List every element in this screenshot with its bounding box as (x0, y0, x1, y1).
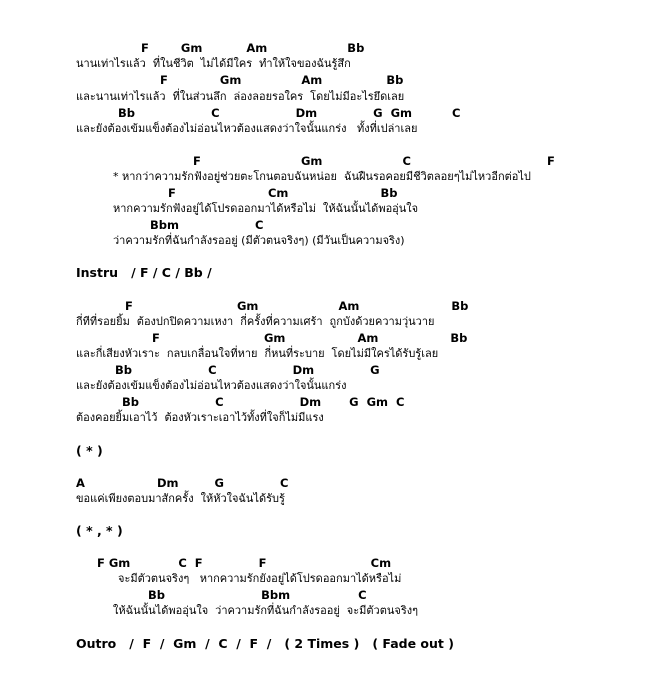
section-repeat: ( * ) (76, 443, 103, 458)
chord-line: F Gm Am Bb (152, 331, 468, 345)
lyric-line: และนานเท่าไรแล้ว ที่ในส่วนลึก ล่องลอยรอใคร โดยไม่มีอะไรยึดเลย (76, 90, 405, 103)
lyric-line: นานเท่าไรแล้ว ที่ในชีวิต ไม่ได้มีใคร ทำให้ใจของฉันรู้สึก (76, 57, 351, 70)
section-repeat-twice: ( * , * ) (76, 523, 123, 538)
lyric-line: * หากว่าความรักฟังอยู่ช่วยตะโกนตอบฉันหน่อย ฉันฝืนรอคอยมีชีวิตลอยๆไม่ไหวอีกต่อไป (113, 170, 531, 183)
chord-line: Bb C Dm G (115, 363, 380, 377)
lyric-line: และยังต้องเข้มแข็งต้องไม่อ่อนไหวต้องแสดงว่าใจนั้นแกร่ง ทั้งที่เปล่าเลย (76, 122, 418, 135)
chord-line: Bb C Dm G Gm C (118, 106, 461, 120)
chord-line: F Gm Am Bb (141, 41, 365, 55)
chord-line: F Gm Am Bb (160, 73, 404, 87)
chord-line: F Cm Bb (168, 186, 398, 200)
lyric-line: จะมีตัวตนจริงๆ หากความรักยังอยู่ได้โปรดออกมาได้หรือไม่ (118, 572, 402, 585)
chord-line: Bbm C (150, 218, 264, 232)
chord-line: F Gm C F (193, 154, 555, 168)
chord-line: A Dm G C (76, 476, 289, 490)
lyric-line: กี่ทีที่รอยยิ้ม ต้องปกปิดความเหงา กี่ครั้งที่ความเศร้า ถูกบังด้วยความวุ่นวาย (76, 315, 435, 328)
section-outro: Outro / F / Gm / C / F / ( 2 Times ) ( Fade out ) (76, 636, 454, 651)
lyric-line: หากความรักฟังอยู่ได้โปรดออกมาได้หรือไม่ ให้ฉันนั้นได้พออุ่นใจ (113, 202, 419, 215)
lyric-line: ให้ฉันนั้นได้พออุ่นใจ ว่าความรักที่ฉันกำลังรออยู่ จะมีตัวตนจริงๆ (113, 604, 419, 617)
lyric-line: ต้องคอยยิ้มเอาไว้ ต้องหัวเราะเอาไว้ทั้งที่ใจก็ไม่มีแรง (76, 411, 324, 424)
lyric-line: ว่าความรักที่ฉันกำลังรออยู่ (มีตัวตนจริงๆ) (มีวันเป็นความจริง) (113, 234, 405, 247)
section-instru: Instru / F / C / Bb / (76, 265, 212, 280)
lyric-line: และกี่เสียงหัวเราะ กลบเกลื่อนใจที่หาย กี่หนที่ระบาย โดยไม่มีใครได้รับรู้เลย (76, 347, 439, 360)
chord-line: F Gm C F F Cm (97, 556, 392, 570)
lyric-line: ขอแค่เพียงตอบมาสักครั้ง ให้หัวใจฉันได้รับรู้ (76, 492, 285, 505)
lyric-line: และยังต้องเข้มแข็งต้องไม่อ่อนไหวต้องแสดงว่าใจนั้นแกร่ง (76, 379, 347, 392)
chord-line: F Gm Am Bb (125, 299, 469, 313)
chord-line: Bb C Dm G Gm C (122, 395, 405, 409)
chord-line: Bb Bbm C (148, 588, 367, 602)
